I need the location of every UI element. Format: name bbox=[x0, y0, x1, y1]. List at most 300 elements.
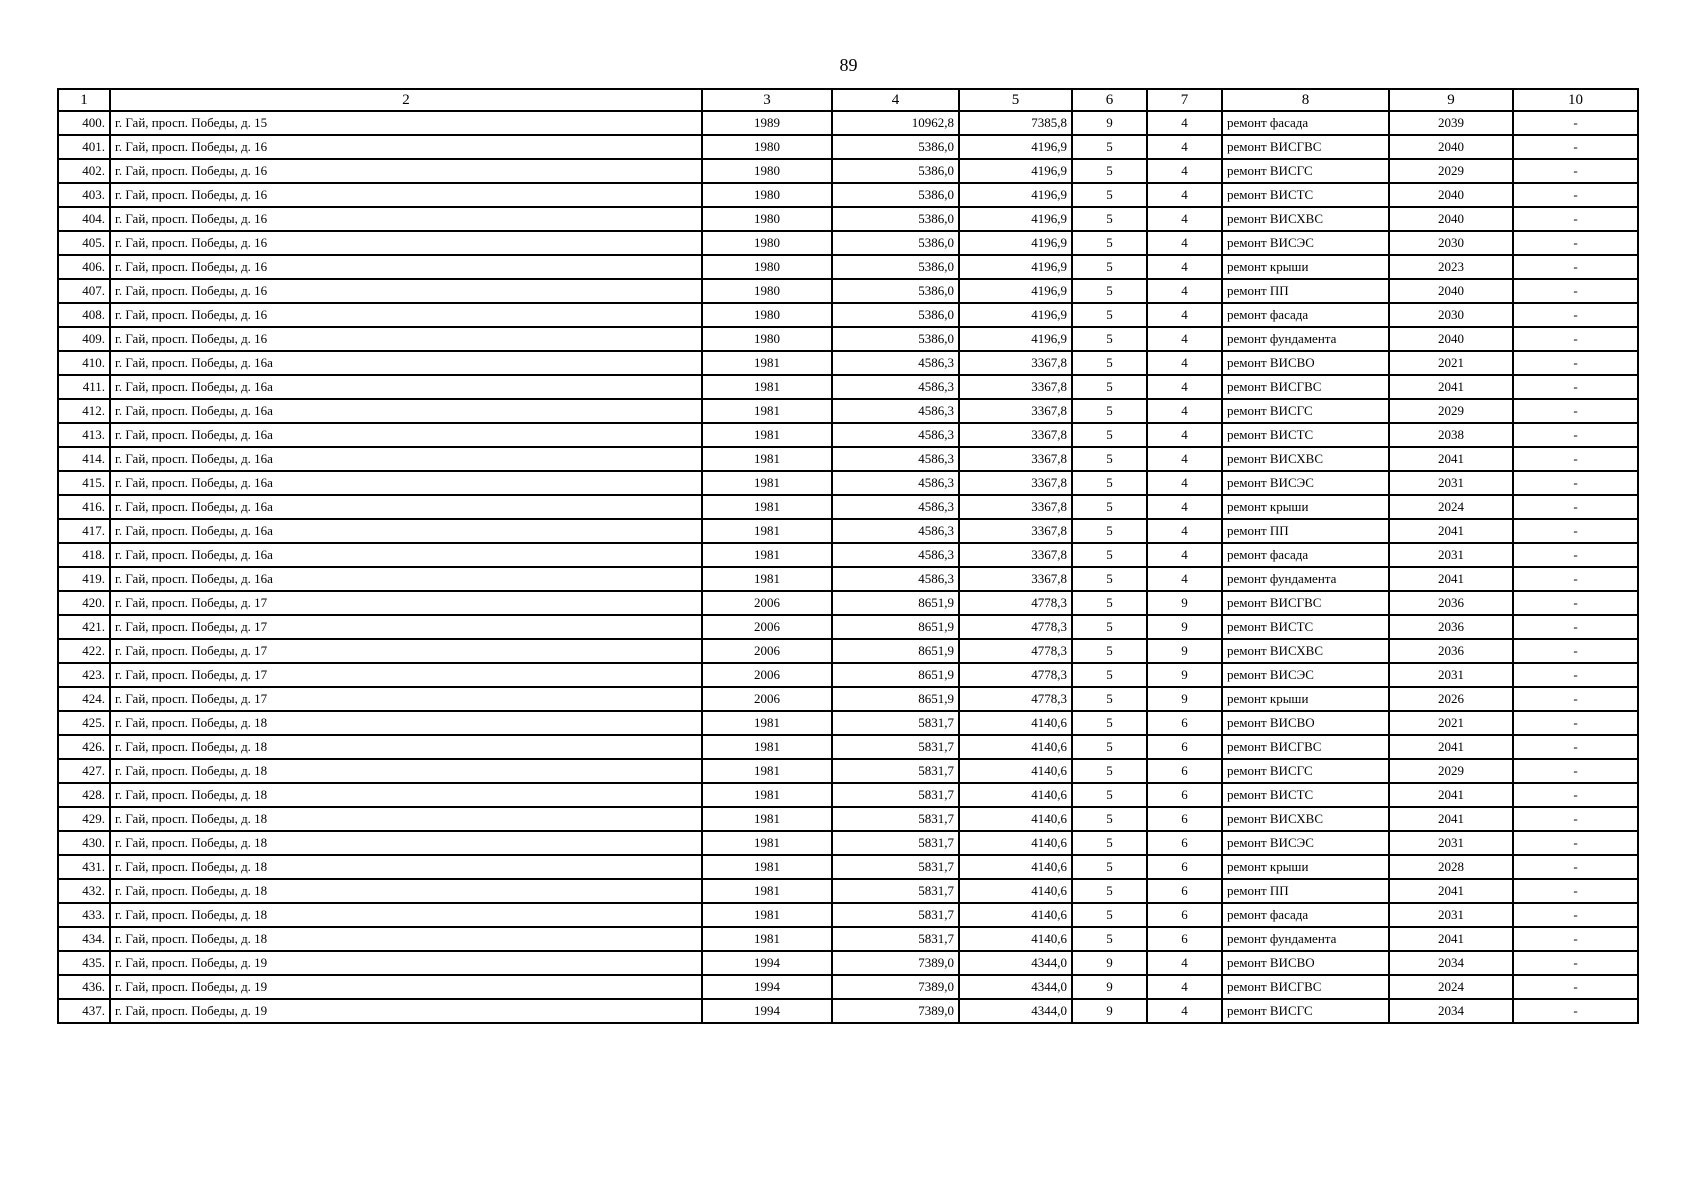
table-row bbox=[58, 735, 1638, 759]
cell-row-number: 424. bbox=[58, 687, 110, 711]
cell-row-number: 416. bbox=[58, 495, 110, 519]
cell-address: г. Гай, просп. Победы, д. 16а bbox=[110, 375, 702, 399]
cell-living-area: 3367,8 bbox=[959, 567, 1072, 591]
cell-build-year: 1981 bbox=[702, 447, 832, 471]
cell-living-area: 4140,6 bbox=[959, 735, 1072, 759]
cell-work-type: ремонт фундамента bbox=[1222, 927, 1389, 951]
cell-floors: 5 bbox=[1072, 831, 1147, 855]
cell-entrances: 4 bbox=[1147, 423, 1222, 447]
cell-living-area: 4778,3 bbox=[959, 687, 1072, 711]
cell-note: - bbox=[1513, 639, 1638, 663]
table-row bbox=[58, 999, 1638, 1023]
cell-entrances: 4 bbox=[1147, 495, 1222, 519]
cell-address: г. Гай, просп. Победы, д. 18 bbox=[110, 927, 702, 951]
cell-work-type: ремонт ВИСЭС bbox=[1222, 471, 1389, 495]
column-header: 8 bbox=[1222, 89, 1389, 111]
cell-build-year: 1981 bbox=[702, 375, 832, 399]
cell-row-number: 411. bbox=[58, 375, 110, 399]
cell-note: - bbox=[1513, 807, 1638, 831]
cell-entrances: 4 bbox=[1147, 999, 1222, 1023]
cell-row-number: 413. bbox=[58, 423, 110, 447]
cell-note: - bbox=[1513, 111, 1638, 135]
cell-note: - bbox=[1513, 951, 1638, 975]
cell-planned-year: 2034 bbox=[1389, 951, 1513, 975]
column-header: 2 bbox=[110, 89, 702, 111]
cell-floors: 5 bbox=[1072, 351, 1147, 375]
cell-note: - bbox=[1513, 711, 1638, 735]
cell-address: г. Гай, просп. Победы, д. 19 bbox=[110, 999, 702, 1023]
cell-total-area: 4586,3 bbox=[832, 375, 959, 399]
cell-address: г. Гай, просп. Победы, д. 16 bbox=[110, 159, 702, 183]
table-row bbox=[58, 831, 1638, 855]
cell-living-area: 4140,6 bbox=[959, 903, 1072, 927]
cell-planned-year: 2039 bbox=[1389, 111, 1513, 135]
cell-floors: 5 bbox=[1072, 231, 1147, 255]
cell-planned-year: 2030 bbox=[1389, 303, 1513, 327]
cell-row-number: 405. bbox=[58, 231, 110, 255]
cell-floors: 9 bbox=[1072, 951, 1147, 975]
cell-floors: 5 bbox=[1072, 855, 1147, 879]
table-row bbox=[58, 879, 1638, 903]
table-row bbox=[58, 759, 1638, 783]
cell-build-year: 1981 bbox=[702, 495, 832, 519]
cell-living-area: 4196,9 bbox=[959, 255, 1072, 279]
cell-row-number: 425. bbox=[58, 711, 110, 735]
cell-total-area: 5386,0 bbox=[832, 135, 959, 159]
cell-total-area: 5831,7 bbox=[832, 783, 959, 807]
cell-entrances: 4 bbox=[1147, 207, 1222, 231]
cell-note: - bbox=[1513, 135, 1638, 159]
cell-planned-year: 2036 bbox=[1389, 591, 1513, 615]
cell-address: г. Гай, просп. Победы, д. 18 bbox=[110, 783, 702, 807]
cell-entrances: 9 bbox=[1147, 639, 1222, 663]
cell-planned-year: 2029 bbox=[1389, 759, 1513, 783]
cell-row-number: 436. bbox=[58, 975, 110, 999]
cell-floors: 9 bbox=[1072, 975, 1147, 999]
cell-work-type: ремонт ВИСЭС bbox=[1222, 231, 1389, 255]
cell-living-area: 4140,6 bbox=[959, 711, 1072, 735]
cell-note: - bbox=[1513, 927, 1638, 951]
cell-row-number: 410. bbox=[58, 351, 110, 375]
cell-work-type: ремонт ВИСГС bbox=[1222, 399, 1389, 423]
cell-entrances: 6 bbox=[1147, 807, 1222, 831]
table-body bbox=[58, 111, 1638, 1023]
cell-entrances: 4 bbox=[1147, 135, 1222, 159]
cell-work-type: ремонт ВИСГВС bbox=[1222, 375, 1389, 399]
cell-address: г. Гай, просп. Победы, д. 16 bbox=[110, 327, 702, 351]
cell-entrances: 6 bbox=[1147, 759, 1222, 783]
cell-address: г. Гай, просп. Победы, д. 18 bbox=[110, 807, 702, 831]
cell-build-year: 1981 bbox=[702, 855, 832, 879]
cell-work-type: ремонт ВИСХВС bbox=[1222, 207, 1389, 231]
cell-entrances: 4 bbox=[1147, 327, 1222, 351]
cell-work-type: ремонт ВИСХВС bbox=[1222, 447, 1389, 471]
cell-total-area: 5831,7 bbox=[832, 903, 959, 927]
cell-planned-year: 2041 bbox=[1389, 567, 1513, 591]
cell-work-type: ремонт ВИСТС bbox=[1222, 783, 1389, 807]
cell-build-year: 2006 bbox=[702, 615, 832, 639]
cell-entrances: 4 bbox=[1147, 471, 1222, 495]
cell-planned-year: 2041 bbox=[1389, 735, 1513, 759]
cell-total-area: 7389,0 bbox=[832, 975, 959, 999]
cell-note: - bbox=[1513, 495, 1638, 519]
cell-planned-year: 2040 bbox=[1389, 207, 1513, 231]
cell-total-area: 4586,3 bbox=[832, 423, 959, 447]
cell-work-type: ремонт ВИСТС bbox=[1222, 183, 1389, 207]
cell-total-area: 5386,0 bbox=[832, 159, 959, 183]
table-row bbox=[58, 495, 1638, 519]
cell-floors: 5 bbox=[1072, 903, 1147, 927]
table-row bbox=[58, 111, 1638, 135]
cell-row-number: 423. bbox=[58, 663, 110, 687]
cell-address: г. Гай, просп. Победы, д. 16 bbox=[110, 231, 702, 255]
column-header: 9 bbox=[1389, 89, 1513, 111]
cell-build-year: 1981 bbox=[702, 567, 832, 591]
cell-note: - bbox=[1513, 615, 1638, 639]
table-row bbox=[58, 711, 1638, 735]
cell-build-year: 1981 bbox=[702, 759, 832, 783]
cell-total-area: 7389,0 bbox=[832, 951, 959, 975]
cell-work-type: ремонт фундамента bbox=[1222, 567, 1389, 591]
cell-build-year: 1981 bbox=[702, 399, 832, 423]
cell-living-area: 4196,9 bbox=[959, 159, 1072, 183]
cell-living-area: 3367,8 bbox=[959, 543, 1072, 567]
table-row bbox=[58, 351, 1638, 375]
cell-floors: 5 bbox=[1072, 135, 1147, 159]
column-header: 4 bbox=[832, 89, 959, 111]
table-row bbox=[58, 135, 1638, 159]
cell-note: - bbox=[1513, 159, 1638, 183]
cell-entrances: 6 bbox=[1147, 711, 1222, 735]
cell-build-year: 1980 bbox=[702, 279, 832, 303]
cell-total-area: 5386,0 bbox=[832, 183, 959, 207]
cell-address: г. Гай, просп. Победы, д. 16 bbox=[110, 303, 702, 327]
cell-living-area: 4778,3 bbox=[959, 663, 1072, 687]
cell-work-type: ремонт фундамента bbox=[1222, 327, 1389, 351]
cell-planned-year: 2040 bbox=[1389, 327, 1513, 351]
cell-build-year: 1980 bbox=[702, 327, 832, 351]
cell-address: г. Гай, просп. Победы, д. 17 bbox=[110, 591, 702, 615]
cell-work-type: ремонт ПП bbox=[1222, 879, 1389, 903]
cell-living-area: 4778,3 bbox=[959, 591, 1072, 615]
table-row bbox=[58, 951, 1638, 975]
cell-floors: 5 bbox=[1072, 255, 1147, 279]
cell-note: - bbox=[1513, 735, 1638, 759]
cell-build-year: 1981 bbox=[702, 783, 832, 807]
cell-entrances: 4 bbox=[1147, 159, 1222, 183]
cell-entrances: 4 bbox=[1147, 303, 1222, 327]
cell-planned-year: 2026 bbox=[1389, 687, 1513, 711]
cell-living-area: 4140,6 bbox=[959, 855, 1072, 879]
table-row bbox=[58, 975, 1638, 999]
table-row bbox=[58, 519, 1638, 543]
cell-note: - bbox=[1513, 231, 1638, 255]
table-row bbox=[58, 255, 1638, 279]
cell-row-number: 415. bbox=[58, 471, 110, 495]
cell-planned-year: 2031 bbox=[1389, 903, 1513, 927]
cell-row-number: 414. bbox=[58, 447, 110, 471]
cell-note: - bbox=[1513, 183, 1638, 207]
table-row bbox=[58, 447, 1638, 471]
cell-floors: 5 bbox=[1072, 327, 1147, 351]
cell-floors: 5 bbox=[1072, 207, 1147, 231]
cell-living-area: 4196,9 bbox=[959, 207, 1072, 231]
cell-entrances: 4 bbox=[1147, 567, 1222, 591]
cell-note: - bbox=[1513, 399, 1638, 423]
column-header: 7 bbox=[1147, 89, 1222, 111]
cell-row-number: 428. bbox=[58, 783, 110, 807]
cell-build-year: 1994 bbox=[702, 975, 832, 999]
cell-row-number: 401. bbox=[58, 135, 110, 159]
cell-address: г. Гай, просп. Победы, д. 16а bbox=[110, 543, 702, 567]
table-row bbox=[58, 423, 1638, 447]
cell-planned-year: 2036 bbox=[1389, 615, 1513, 639]
cell-row-number: 418. bbox=[58, 543, 110, 567]
cell-total-area: 4586,3 bbox=[832, 543, 959, 567]
cell-build-year: 1981 bbox=[702, 807, 832, 831]
cell-total-area: 5386,0 bbox=[832, 207, 959, 231]
cell-entrances: 6 bbox=[1147, 735, 1222, 759]
cell-address: г. Гай, просп. Победы, д. 18 bbox=[110, 759, 702, 783]
cell-build-year: 1981 bbox=[702, 711, 832, 735]
cell-total-area: 5831,7 bbox=[832, 927, 959, 951]
cell-entrances: 9 bbox=[1147, 687, 1222, 711]
cell-total-area: 5386,0 bbox=[832, 231, 959, 255]
cell-note: - bbox=[1513, 783, 1638, 807]
cell-floors: 5 bbox=[1072, 183, 1147, 207]
cell-floors: 5 bbox=[1072, 687, 1147, 711]
cell-address: г. Гай, просп. Победы, д. 17 bbox=[110, 615, 702, 639]
table-row bbox=[58, 183, 1638, 207]
cell-row-number: 402. bbox=[58, 159, 110, 183]
cell-address: г. Гай, просп. Победы, д. 16а bbox=[110, 567, 702, 591]
cell-note: - bbox=[1513, 303, 1638, 327]
cell-floors: 5 bbox=[1072, 375, 1147, 399]
cell-floors: 9 bbox=[1072, 111, 1147, 135]
cell-living-area: 3367,8 bbox=[959, 423, 1072, 447]
cell-living-area: 4196,9 bbox=[959, 135, 1072, 159]
cell-living-area: 4140,6 bbox=[959, 807, 1072, 831]
cell-floors: 5 bbox=[1072, 735, 1147, 759]
cell-build-year: 1981 bbox=[702, 831, 832, 855]
cell-row-number: 412. bbox=[58, 399, 110, 423]
cell-total-area: 4586,3 bbox=[832, 399, 959, 423]
cell-address: г. Гай, просп. Победы, д. 16 bbox=[110, 207, 702, 231]
column-header: 3 bbox=[702, 89, 832, 111]
cell-entrances: 4 bbox=[1147, 447, 1222, 471]
table-row bbox=[58, 855, 1638, 879]
cell-row-number: 430. bbox=[58, 831, 110, 855]
cell-living-area: 4196,9 bbox=[959, 183, 1072, 207]
column-header: 1 bbox=[58, 89, 110, 111]
cell-note: - bbox=[1513, 327, 1638, 351]
cell-work-type: ремонт крыши bbox=[1222, 687, 1389, 711]
cell-work-type: ремонт ВИСВО bbox=[1222, 711, 1389, 735]
cell-floors: 5 bbox=[1072, 471, 1147, 495]
cell-work-type: ремонт ВИСВО bbox=[1222, 951, 1389, 975]
cell-living-area: 3367,8 bbox=[959, 519, 1072, 543]
cell-living-area: 4140,6 bbox=[959, 759, 1072, 783]
cell-build-year: 1981 bbox=[702, 351, 832, 375]
table-row bbox=[58, 639, 1638, 663]
cell-work-type: ремонт ВИСГВС bbox=[1222, 735, 1389, 759]
cell-planned-year: 2021 bbox=[1389, 351, 1513, 375]
cell-work-type: ремонт ВИСГС bbox=[1222, 759, 1389, 783]
cell-address: г. Гай, просп. Победы, д. 18 bbox=[110, 879, 702, 903]
cell-entrances: 4 bbox=[1147, 279, 1222, 303]
cell-living-area: 3367,8 bbox=[959, 351, 1072, 375]
cell-build-year: 2006 bbox=[702, 663, 832, 687]
cell-address: г. Гай, просп. Победы, д. 16а bbox=[110, 447, 702, 471]
cell-total-area: 5831,7 bbox=[832, 735, 959, 759]
cell-living-area: 4344,0 bbox=[959, 999, 1072, 1023]
cell-address: г. Гай, просп. Победы, д. 16а bbox=[110, 471, 702, 495]
cell-floors: 5 bbox=[1072, 639, 1147, 663]
cell-note: - bbox=[1513, 591, 1638, 615]
table-row bbox=[58, 471, 1638, 495]
cell-build-year: 1981 bbox=[702, 543, 832, 567]
cell-entrances: 4 bbox=[1147, 519, 1222, 543]
cell-planned-year: 2041 bbox=[1389, 783, 1513, 807]
cell-total-area: 5831,7 bbox=[832, 807, 959, 831]
cell-row-number: 419. bbox=[58, 567, 110, 591]
cell-row-number: 420. bbox=[58, 591, 110, 615]
cell-floors: 5 bbox=[1072, 807, 1147, 831]
cell-floors: 5 bbox=[1072, 519, 1147, 543]
cell-row-number: 426. bbox=[58, 735, 110, 759]
cell-note: - bbox=[1513, 831, 1638, 855]
cell-planned-year: 2041 bbox=[1389, 807, 1513, 831]
cell-note: - bbox=[1513, 687, 1638, 711]
cell-address: г. Гай, просп. Победы, д. 17 bbox=[110, 687, 702, 711]
table-row bbox=[58, 231, 1638, 255]
cell-floors: 5 bbox=[1072, 543, 1147, 567]
cell-floors: 5 bbox=[1072, 783, 1147, 807]
cell-living-area: 4344,0 bbox=[959, 975, 1072, 999]
cell-note: - bbox=[1513, 471, 1638, 495]
cell-work-type: ремонт ВИСЭС bbox=[1222, 663, 1389, 687]
cell-note: - bbox=[1513, 519, 1638, 543]
cell-work-type: ремонт ПП bbox=[1222, 279, 1389, 303]
cell-living-area: 3367,8 bbox=[959, 375, 1072, 399]
cell-work-type: ремонт ВИСГВС bbox=[1222, 591, 1389, 615]
cell-note: - bbox=[1513, 543, 1638, 567]
cell-work-type: ремонт ВИСВО bbox=[1222, 351, 1389, 375]
cell-floors: 5 bbox=[1072, 567, 1147, 591]
cell-build-year: 1981 bbox=[702, 903, 832, 927]
table-row bbox=[58, 615, 1638, 639]
page-number: 89 bbox=[839, 55, 858, 75]
cell-note: - bbox=[1513, 447, 1638, 471]
cell-work-type: ремонт ВИСХВС bbox=[1222, 807, 1389, 831]
cell-address: г. Гай, просп. Победы, д. 16 bbox=[110, 183, 702, 207]
cell-planned-year: 2031 bbox=[1389, 831, 1513, 855]
cell-row-number: 435. bbox=[58, 951, 110, 975]
cell-floors: 5 bbox=[1072, 423, 1147, 447]
table-row bbox=[58, 783, 1638, 807]
cell-planned-year: 2041 bbox=[1389, 927, 1513, 951]
cell-planned-year: 2041 bbox=[1389, 879, 1513, 903]
cell-total-area: 5831,7 bbox=[832, 879, 959, 903]
cell-floors: 5 bbox=[1072, 711, 1147, 735]
cell-living-area: 4344,0 bbox=[959, 951, 1072, 975]
cell-total-area: 8651,9 bbox=[832, 591, 959, 615]
cell-total-area: 8651,9 bbox=[832, 615, 959, 639]
table-row bbox=[58, 207, 1638, 231]
cell-planned-year: 2021 bbox=[1389, 711, 1513, 735]
cell-work-type: ремонт ВИСТС bbox=[1222, 615, 1389, 639]
cell-work-type: ремонт крыши bbox=[1222, 855, 1389, 879]
cell-planned-year: 2031 bbox=[1389, 663, 1513, 687]
cell-total-area: 5386,0 bbox=[832, 327, 959, 351]
cell-row-number: 432. bbox=[58, 879, 110, 903]
cell-total-area: 4586,3 bbox=[832, 567, 959, 591]
cell-build-year: 1980 bbox=[702, 255, 832, 279]
cell-note: - bbox=[1513, 879, 1638, 903]
cell-planned-year: 2030 bbox=[1389, 231, 1513, 255]
cell-total-area: 4586,3 bbox=[832, 447, 959, 471]
cell-row-number: 403. bbox=[58, 183, 110, 207]
cell-entrances: 4 bbox=[1147, 975, 1222, 999]
cell-note: - bbox=[1513, 207, 1638, 231]
cell-entrances: 4 bbox=[1147, 183, 1222, 207]
cell-floors: 5 bbox=[1072, 591, 1147, 615]
cell-planned-year: 2036 bbox=[1389, 639, 1513, 663]
cell-build-year: 1980 bbox=[702, 159, 832, 183]
cell-floors: 5 bbox=[1072, 399, 1147, 423]
cell-note: - bbox=[1513, 975, 1638, 999]
cell-living-area: 4196,9 bbox=[959, 279, 1072, 303]
cell-note: - bbox=[1513, 351, 1638, 375]
cell-address: г. Гай, просп. Победы, д. 16 bbox=[110, 135, 702, 159]
cell-note: - bbox=[1513, 375, 1638, 399]
cell-note: - bbox=[1513, 567, 1638, 591]
table-row bbox=[58, 807, 1638, 831]
cell-address: г. Гай, просп. Победы, д. 18 bbox=[110, 903, 702, 927]
table-row bbox=[58, 543, 1638, 567]
cell-build-year: 1981 bbox=[702, 735, 832, 759]
cell-build-year: 1980 bbox=[702, 183, 832, 207]
cell-note: - bbox=[1513, 999, 1638, 1023]
cell-entrances: 4 bbox=[1147, 951, 1222, 975]
cell-entrances: 4 bbox=[1147, 231, 1222, 255]
cell-note: - bbox=[1513, 279, 1638, 303]
cell-living-area: 4140,6 bbox=[959, 831, 1072, 855]
cell-planned-year: 2024 bbox=[1389, 975, 1513, 999]
cell-address: г. Гай, просп. Победы, д. 16 bbox=[110, 279, 702, 303]
cell-address: г. Гай, просп. Победы, д. 18 bbox=[110, 831, 702, 855]
cell-total-area: 7389,0 bbox=[832, 999, 959, 1023]
table-row bbox=[58, 159, 1638, 183]
cell-living-area: 4778,3 bbox=[959, 639, 1072, 663]
cell-planned-year: 2031 bbox=[1389, 543, 1513, 567]
cell-work-type: ремонт ВИСХВС bbox=[1222, 639, 1389, 663]
cell-living-area: 4140,6 bbox=[959, 927, 1072, 951]
cell-planned-year: 2034 bbox=[1389, 999, 1513, 1023]
cell-living-area: 4140,6 bbox=[959, 879, 1072, 903]
cell-living-area: 4778,3 bbox=[959, 615, 1072, 639]
table-row bbox=[58, 303, 1638, 327]
cell-planned-year: 2040 bbox=[1389, 135, 1513, 159]
cell-entrances: 9 bbox=[1147, 591, 1222, 615]
cell-address: г. Гай, просп. Победы, д. 18 bbox=[110, 711, 702, 735]
cell-living-area: 4140,6 bbox=[959, 783, 1072, 807]
cell-build-year: 1981 bbox=[702, 471, 832, 495]
cell-total-area: 8651,9 bbox=[832, 663, 959, 687]
cell-total-area: 4586,3 bbox=[832, 351, 959, 375]
cell-row-number: 404. bbox=[58, 207, 110, 231]
cell-note: - bbox=[1513, 663, 1638, 687]
